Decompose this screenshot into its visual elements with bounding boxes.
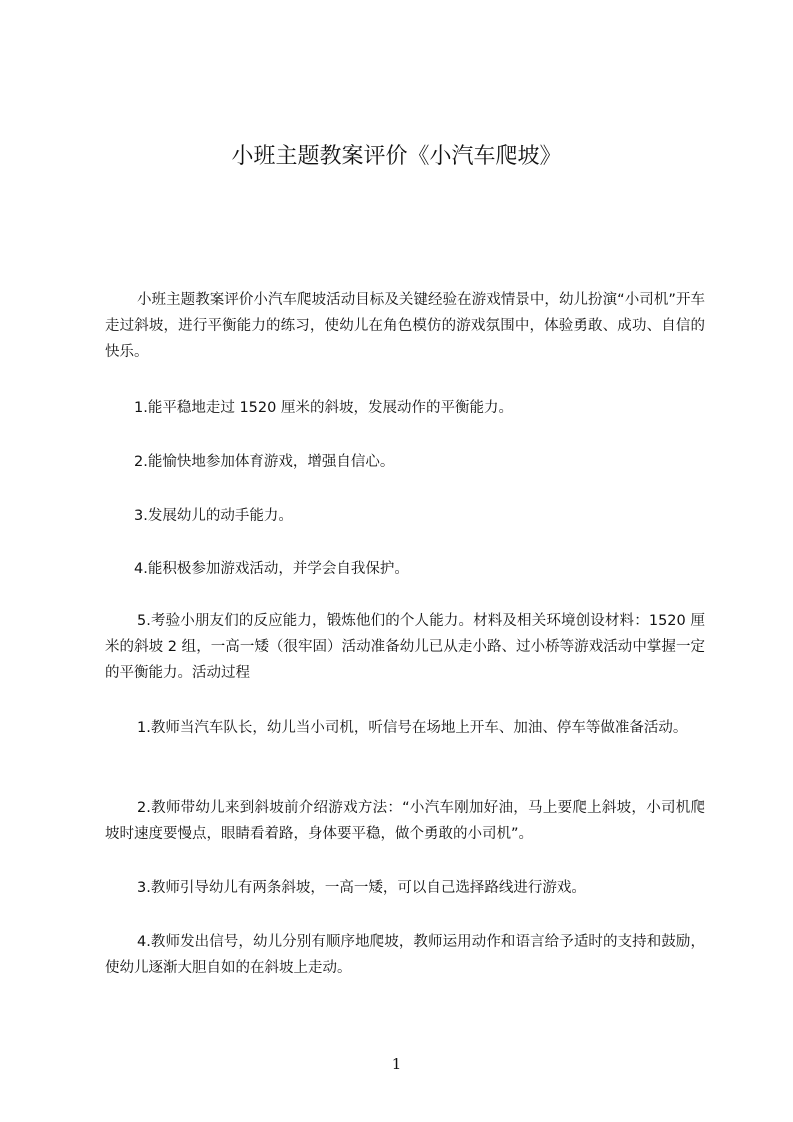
goal-item: 2.能愉快地参加体育游戏，增强自信心。 <box>134 454 395 470</box>
document-title: 小班主题教案评价《小汽车爬坡》 <box>231 144 562 169</box>
process-step: 2.教师带幼儿来到斜坡前介绍游戏方法：“小汽车刚加好油，马上要爬上斜坡，小司机爬坡时速度要慢点，眼睛看着路，身体要平稳，做个勇敢的小司机”。 <box>105 800 705 842</box>
goal-item: 3.发展幼儿的动手能力。 <box>134 508 293 524</box>
process-step: 1.教师当汽车队长，幼儿当小司机，听信号在场地上开车、加油、停车等做准备活动。 <box>137 720 688 736</box>
process-step: 4.教师发出信号，幼儿分别有顺序地爬坡，教师运用动作和语言给予适时的支持和鼓励，使幼儿逐渐大胆自如的在斜坡上走动。 <box>105 934 705 976</box>
page-number: 1 <box>391 1055 402 1073</box>
goal-item: 5.考验小朋友们的反应能力，锻炼他们的个人能力。材料及相关环境创设材料：1520 厘米的斜坡 2 组，一高一矮（很牢固）活动准备幼儿已从走小路、过小桥等游戏活动中掌握一定的平衡能力。活动过程 <box>105 613 705 681</box>
goal-item: 4.能积极参加游戏活动，并学会自我保护。 <box>134 561 409 577</box>
process-step: 3.教师引导幼儿有两条斜坡，一高一矮，可以自己选择路线进行游戏。 <box>137 880 586 896</box>
goal-item: 1.能平稳地走过 1520 厘米的斜坡，发展动作的平衡能力。 <box>134 400 513 416</box>
intro-paragraph: 小班主题教案评价小汽车爬坡活动目标及关键经验在游戏情景中，幼儿扮演“小司机”开车走过斜坡，进行平衡能力的练习，使幼儿在角色模仿的游戏氛围中，体验勇敢、成功、自信的快乐。 <box>105 292 705 360</box>
